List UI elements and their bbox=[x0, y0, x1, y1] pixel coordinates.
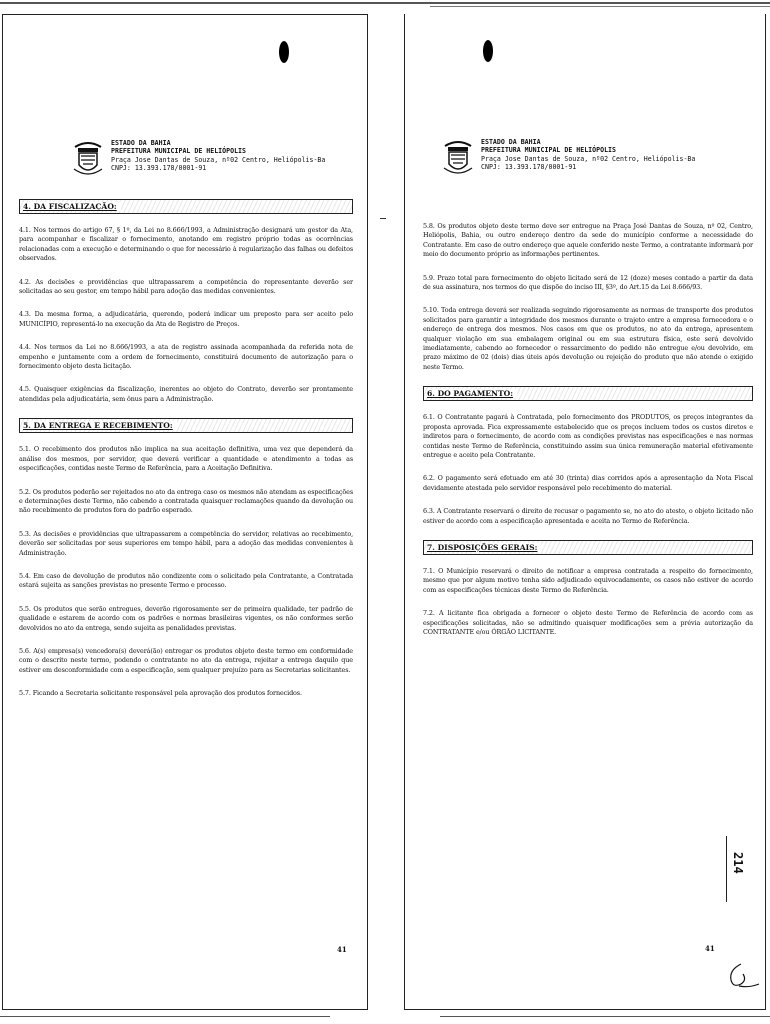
section-title-fiscalizacao: 4. DA FISCALIZAÇÃO: bbox=[19, 199, 353, 214]
paragraph-6-1: 6.1. O Contratante pagará à Contratada, pelo fornecimento dos PRODUTOS, os preços integrantes da proposta aprovada. Fica expressamente estabelecido que os preços incluem todos os custos diretos e indiretos para o fornecimento, de acordo com as condições previstas nas especificações e nas normas contidas neste Termo de Referência, constituindo assim sua única remuneração material efetivamente entregue e aceito pela Contratante. bbox=[423, 413, 753, 459]
section-title-disposicoes: 7. DISPOSIÇÕES GERAIS: bbox=[423, 540, 753, 555]
header-prefecture: PREFEITURA MUNICIPAL DE HELIÓPOLIS bbox=[481, 146, 616, 155]
paragraph-4-5: 4.5. Quaisquer exigências da fiscalização, inerentes ao objeto do Contrato, deverão ser prontamente atendidas pela adjudicatária, sem ônus para a Administração. bbox=[19, 385, 353, 403]
scan-edge-line bbox=[0, 2, 770, 4]
page-number: 41 bbox=[705, 944, 715, 953]
header-state: ESTADO DA BAHIA bbox=[481, 138, 541, 146]
paragraph-5-9: 5.9. Prazo total para fornecimento do objeto licitado será de 12 (doze) meses contado a partir da data de sua assinatura, nos termos do que dispõe do inciso III, §3º, do Art.15 da Lei 8.666/93. bbox=[423, 273, 753, 292]
stamp-divider bbox=[726, 836, 727, 902]
paragraph-5-5: 5.5. Os produtos que serão entregues, deverão rigorosamente ser de primeira qualidade, ter padrão de qualidade e estarem de acordo com os padrões e normas brasileiras vigentes, os não conformes serão devolvidos no ato da entrega, sendo sujeita as penalidades previstas. bbox=[19, 604, 353, 632]
header-cnpj: CNPJ: 13.393.178/0001-91 bbox=[111, 164, 207, 173]
right-page bbox=[404, 14, 766, 1010]
header-address: Praça Jose Dantas de Souza, nº02 Centro, Heliópolis-Ba bbox=[481, 154, 696, 163]
paragraph-5-2: 5.2. Os produtos poderão ser rejeitados no ato da entrega caso os mesmos não atendam as especificações e determinações deste Termo, não cabendo a contratada quaisquer reclamações quando da devolução ou não recebimento de produtos fora do padrão esperado. bbox=[19, 487, 353, 515]
punch-hole bbox=[483, 40, 493, 62]
paragraph-7-1: 7.1. O Município reservará o direito de notificar a empresa contratada a respeito do fornecimento, mesmo que por algum motivo tenha sido adjudicado equivocadamente, os casos não estiver de acordo com as especificações técnicas deste Termo de Referência. bbox=[423, 566, 753, 594]
paragraph-4-2: 4.2. As decisões e providências que ultrapassarem a competência do representante deverão ser solicitadas ao seu gestor, em tempo hábil para adoção das medidas convenientes. bbox=[19, 277, 353, 296]
header-state: ESTADO DA BAHIA bbox=[111, 139, 171, 147]
section-title-pagamento: 6. DO PAGAMENTO: bbox=[423, 386, 753, 401]
page-number: 41 bbox=[337, 945, 347, 954]
scan-edge-line bbox=[440, 1016, 770, 1017]
header-cnpj: CNPJ: 13.393.178/0001-91 bbox=[481, 163, 577, 172]
paragraph-5-7: 5.7. Ficando a Secretaria solicitante responsável pela aprovação dos produtos fornecidos. bbox=[19, 689, 302, 698]
scan-edge-line bbox=[0, 1016, 330, 1017]
paragraph-5-8: 5.8. Os produtos objeto deste termo deve ser entregue na Praça José Dantas de Souza, nº 02, Centro, Heliópolis, Bahia, ou outro endereço dentro da sede do município conforme a necessidade do Contratante. Em caso de outro endereço que aquele conferido neste Termo, a contratante informará por meio do documento próprio as informações pertinentes. bbox=[423, 222, 753, 259]
left-page-content bbox=[3, 199, 367, 713]
scan-mark bbox=[380, 218, 386, 219]
punch-hole bbox=[279, 41, 289, 63]
scan-edge-line bbox=[430, 6, 770, 7]
coat-of-arms-icon bbox=[443, 138, 473, 176]
header-prefecture: PREFEITURA MUNICIPAL DE HELIÓPOLIS bbox=[111, 147, 246, 156]
sheet-stamp-number: 214 bbox=[731, 852, 745, 874]
paragraph-4-3: 4.3. Da mesma forma, a adjudicatária, querendo, poderá indicar um preposto para ser aceito pelo MUNICÍPIO, representá-lo na execução da Ata de Registro de Preços. bbox=[19, 310, 353, 328]
right-page-content bbox=[405, 222, 765, 651]
paragraph-5-6: 5.6. A(s) empresa(s) vencedora(s) deverá(ão) entregar os produtos objeto deste termo em conformidade com o descrito neste termo, podendo o contratante no ato da entrega, rejeitar a entrega daquilo que estiver em desconformidade com a especificação, sem qualquer prejuízo para as Secretarias solicitantes. bbox=[19, 646, 353, 674]
handwritten-initials-icon bbox=[719, 960, 761, 990]
paragraph-5-4: 5.4. Em caso de devolução de produtos não condizente com o solicitado pela Contratante, a Contratada estará sujeita as sanções previstas no presente Termo e processo. bbox=[19, 571, 353, 590]
left-page bbox=[2, 14, 368, 1010]
header-address: Praça Jose Dantas de Souza, nº02 Centro, Heliópolis-Ba bbox=[111, 155, 326, 164]
paragraph-5-3: 5.3. As decisões e providências que ultrapassarem a competência do servidor, relativas ao recebimento, deverão ser solicitadas por seus superiores em tempo hábil, para a adoção das medidas convenientes à Administração. bbox=[19, 529, 353, 557]
paragraph-5-1: 5.1. O recebimento dos produtos não implica na sua aceitação definitiva, uma vez que dependerá da análise dos mesmos, por servidor, que deverá verificar a quantidade e atendimento a todas as especificações, contidas neste Termo de Referência, para a Aceitação Definitiva. bbox=[19, 445, 353, 473]
letterhead bbox=[443, 134, 755, 182]
paragraph-4-4: 4.4. Nos termos da Lei no 8.666/1993, a ata de registro assinada acompanhada da referida nota de empenho e juntamente com a ordem de fornecimento, constituirá documento de autorização para o fornecimento objeto desta licitação. bbox=[19, 343, 353, 371]
paragraph-6-3: 6.3. A Contratante reservará o direito de recusar o pagamento se, no ato do atesto, o objeto licitado não estiver de acordo com a especificação apresentada e aceita no Termo de Referência. bbox=[423, 507, 753, 525]
paragraph-7-2: 7.2. A licitante fica obrigada a fornecer o objeto deste Termo de Referência de acordo com as especificações solicitadas, não se admitindo quaisquer modificações sem a prévia autorização da CONTRATANTE e/ou ÓRGÃO LICITANTE. bbox=[423, 609, 753, 636]
paragraph-4-1: 4.1. Nos termos do artigo 67, § 1º, da Lei no 8.666/1993, a Administração designará um gestor da Ata, para acompanhar e fiscalizar o fornecimento, anotando em registro próprio todas as ocorrências relacionadas com a execução e determinando o que for necessário à regularização das falhas ou defeitos observados. bbox=[19, 226, 353, 263]
paragraph-6-2: 6.2. O pagamento será efetuado em até 30 (trinta) dias corridos após a apresentação da Nota Fiscal devidamente atestada pelo servidor responsável pelo recebimento do material. bbox=[423, 474, 753, 492]
coat-of-arms-icon bbox=[73, 139, 103, 177]
section-title-entrega: 5. DA ENTREGA E RECEBIMENTO: bbox=[19, 418, 353, 433]
paragraph-5-10: 5.10. Toda entrega deverá ser realizada seguindo rigorosamente as normas de transporte dos produtos solicitados para garantir a integridade dos mesmos durante o trajeto entre a empresa fornecedora e o endereço de entrega dos mesmos. Nos casos em que os produtos, no ato da entrega, apresentem qualquer violação em sua embalagem original ou em sua estrutura física, este será devolvido imediatamente, cabendo ao fornecedor o ressarcimento do pedido não entregue e/ou devolvido, em prazo máximo de 02 (dois) dias úteis após devolução ou rejeição do produto que não atende o exigido neste Termo. bbox=[423, 306, 753, 371]
letterhead bbox=[73, 135, 357, 183]
